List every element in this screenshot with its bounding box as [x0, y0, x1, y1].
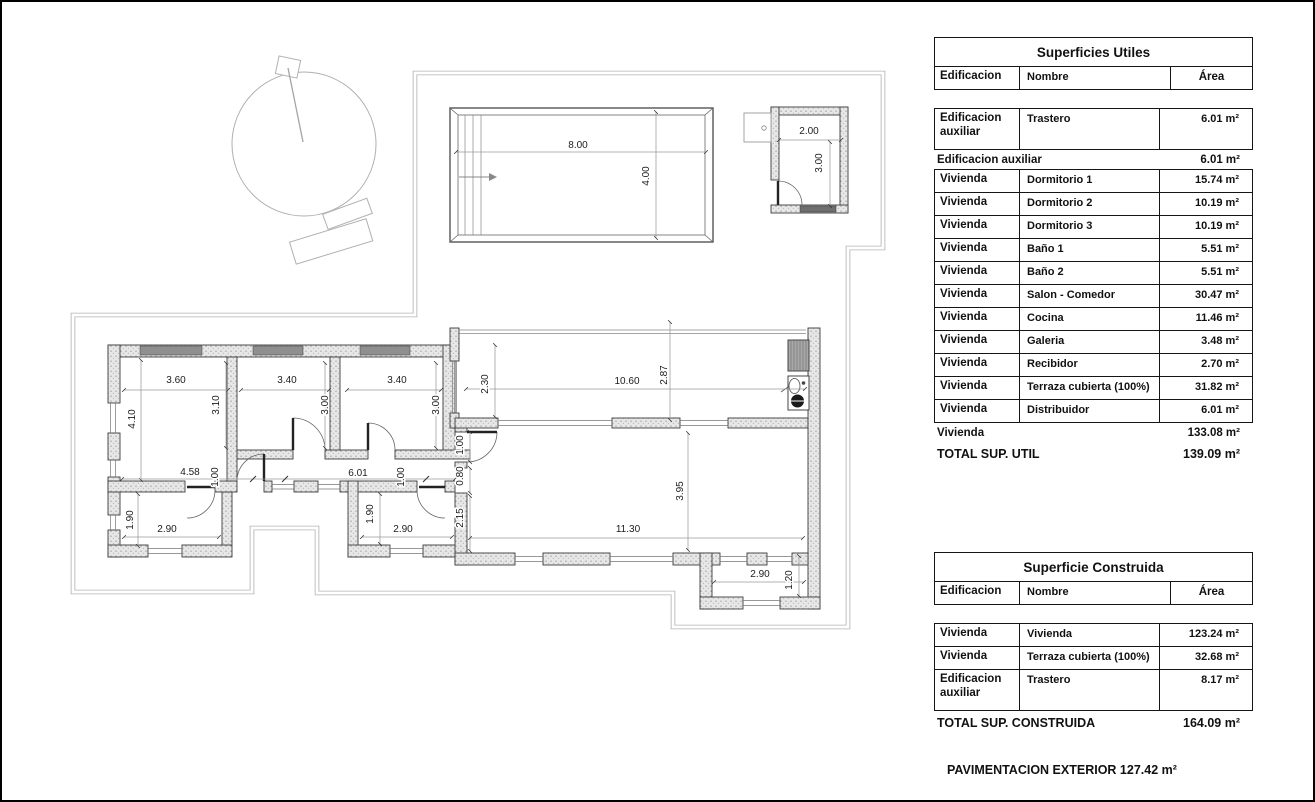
door-arc — [467, 432, 497, 462]
dimension-label: 6.01 — [348, 468, 368, 479]
cell-area: 123.24 m² — [1188, 628, 1239, 640]
cell-area: 10.19 m² — [1194, 197, 1239, 209]
cell-area: 2.70 m² — [1201, 358, 1239, 370]
subtotal-row — [934, 150, 1253, 169]
dimension-label: 3.60 — [166, 375, 186, 386]
cell-area: 5.51 m² — [1201, 243, 1239, 255]
dimension-label: 3.10 — [211, 395, 222, 415]
kitchen-fixtures — [781, 340, 809, 410]
dimension-label: 1.00 — [396, 467, 407, 487]
cell-edificacion: Vivienda — [935, 170, 1020, 192]
pole-line — [288, 68, 303, 142]
subtotal-label: Vivienda — [937, 427, 985, 439]
cell-area: 6.01 m² — [1201, 113, 1239, 125]
table-row — [935, 170, 1252, 192]
cell-nombre: Salon - Comedor — [1020, 285, 1160, 307]
cell-edificacion: Vivienda — [935, 377, 1020, 399]
dimension-label: 1.90 — [125, 510, 136, 530]
dimension-label: 3.00 — [431, 395, 442, 415]
table-row — [935, 307, 1252, 330]
table-row — [935, 215, 1252, 238]
cell-edificacion: Vivienda — [935, 354, 1020, 376]
dimension-label: 1.20 — [784, 570, 795, 590]
swimming-pool — [450, 108, 713, 242]
cell-edificacion: Vivienda — [935, 400, 1020, 422]
table-row — [935, 109, 1252, 149]
cell-edificacion: Vivienda — [935, 647, 1020, 669]
cell-edificacion: Vivienda — [935, 331, 1020, 353]
table-superficie-construida — [934, 552, 1253, 734]
dimension-label: 4.10 — [127, 409, 138, 429]
cell-nombre: Baño 1 — [1020, 239, 1160, 261]
dimension-label: 3.00 — [814, 153, 825, 173]
dimension-label: 1.00 — [210, 467, 221, 487]
table-title: Superficies Utiles — [935, 38, 1252, 67]
total-row — [934, 442, 1253, 465]
subtotal-value: 133.08 m² — [1187, 427, 1240, 439]
dimension-label: 2.87 — [659, 365, 670, 385]
table-row — [935, 646, 1252, 669]
cell-area: 3.48 m² — [1201, 335, 1239, 347]
cell-nombre: Dormitorio 3 — [1020, 216, 1160, 238]
cell-area: 30.47 m² — [1194, 289, 1239, 301]
cell-edificacion: Vivienda — [935, 262, 1020, 284]
door-arc — [187, 490, 215, 518]
subtotal-row — [934, 423, 1253, 442]
table-superficies-utiles — [934, 37, 1253, 465]
dimension-label: 2.90 — [750, 569, 770, 580]
dimension-label: 4.58 — [180, 467, 200, 478]
cell-nombre: Vivienda — [1020, 624, 1160, 646]
total-row — [934, 711, 1253, 734]
window-band — [800, 206, 836, 212]
total-value: 139.09 m² — [1183, 447, 1240, 461]
cell-edificacion: Vivienda — [935, 308, 1020, 330]
col-header-edificacion: Edificacion — [935, 67, 1020, 89]
table-row — [935, 353, 1252, 376]
table-title: Superficie Construida — [935, 553, 1252, 582]
cell-area: 6.01 m² — [1201, 404, 1239, 416]
ac-unit — [744, 113, 771, 142]
cell-area: 15.74 m² — [1194, 174, 1239, 186]
cell-nombre: Recibidor — [1020, 354, 1160, 376]
dimension-label: 3.40 — [387, 375, 407, 386]
cell-area: 5.51 m² — [1201, 266, 1239, 278]
col-header-area: Área — [1198, 71, 1225, 83]
door-arc — [293, 418, 325, 450]
pavimentacion-note: PAVIMENTACION EXTERIOR 127.42 m² — [947, 763, 1177, 777]
small-square-feature — [275, 56, 300, 78]
cell-area: 32.68 m² — [1194, 651, 1239, 663]
table-row — [935, 238, 1252, 261]
storage-room — [744, 107, 848, 213]
cell-nombre: Dormitorio 1 — [1020, 170, 1160, 192]
dimension-label: 3.95 — [675, 481, 686, 501]
window-bands — [140, 346, 410, 355]
col-header-nombre: Nombre — [1020, 582, 1171, 604]
cell-edificacion: Vivienda — [935, 624, 1020, 646]
col-header-edificacion: Edificacion — [935, 582, 1020, 604]
cell-area: 11.46 m² — [1195, 312, 1239, 324]
cell-edificacion: Vivienda — [935, 285, 1020, 307]
cell-edificacion: Vivienda — [935, 239, 1020, 261]
table-row — [935, 376, 1252, 399]
table-header-row — [935, 67, 1252, 89]
circular-garden-feature — [232, 56, 376, 264]
cell-edificacion: Vivienda — [935, 193, 1020, 215]
total-value: 164.09 m² — [1183, 716, 1240, 730]
subtotal-label: Edificacion auxiliar — [937, 154, 1042, 166]
door-arc — [368, 423, 395, 450]
total-label: TOTAL SUP. UTIL — [937, 447, 1040, 461]
table-row — [935, 261, 1252, 284]
cell-nombre: Trastero — [1020, 109, 1160, 149]
cell-nombre: Dormitorio 2 — [1020, 193, 1160, 215]
door-arc — [778, 181, 802, 205]
dimension-label: 2.15 — [455, 508, 466, 528]
dimension-label: 1.90 — [365, 504, 376, 524]
cell-nombre: Terraza cubierta (100%) — [1020, 377, 1160, 399]
dimension-label: 10.60 — [614, 376, 640, 387]
cell-nombre: Galeria — [1020, 331, 1160, 353]
dimension-label: 2.90 — [157, 524, 177, 535]
table-row — [935, 284, 1252, 307]
pool-arrow — [489, 173, 497, 181]
cell-edificacion: Edificacion auxiliar — [935, 109, 1020, 149]
cell-nombre: Cocina — [1020, 308, 1160, 330]
dimension-label: 1.00 — [455, 435, 466, 455]
col-header-area: Área — [1198, 586, 1225, 598]
table-row — [935, 399, 1252, 422]
dimension-label: 4.00 — [641, 166, 652, 186]
door-arc — [417, 490, 445, 518]
pool-steps — [465, 115, 481, 235]
dimension-label: 0.80 — [455, 466, 466, 486]
cell-nombre: Trastero — [1020, 670, 1160, 710]
circle-feature — [232, 72, 376, 216]
table-row — [935, 330, 1252, 353]
subtotal-value: 6.01 m² — [1200, 154, 1240, 166]
dimension-label: 3.00 — [320, 395, 331, 415]
table-row — [935, 192, 1252, 215]
cell-edificacion: Vivienda — [935, 216, 1020, 238]
dimension-label: 8.00 — [568, 140, 588, 151]
dimension-label: 2.30 — [480, 374, 491, 394]
cell-nombre: Distribuidor — [1020, 400, 1160, 422]
cell-area: 10.19 m² — [1194, 220, 1239, 232]
cell-edificacion: Edificacion auxiliar — [935, 670, 1020, 710]
table-row — [935, 624, 1252, 646]
cell-nombre: Terraza cubierta (100%) — [1020, 647, 1160, 669]
total-label: TOTAL SUP. CONSTRUIDA — [937, 716, 1096, 730]
table-header-row — [935, 582, 1252, 604]
dimension-label: 2.00 — [799, 126, 819, 137]
table-row — [935, 669, 1252, 710]
dimension-label: 11.30 — [615, 524, 641, 535]
dimension-label: 3.40 — [277, 375, 297, 386]
dimension-label: 2.90 — [393, 524, 413, 535]
col-header-nombre: Nombre — [1020, 67, 1171, 89]
cell-nombre: Baño 2 — [1020, 262, 1160, 284]
cell-area: 31.82 m² — [1194, 381, 1239, 393]
cell-area: 8.17 m² — [1201, 674, 1239, 686]
